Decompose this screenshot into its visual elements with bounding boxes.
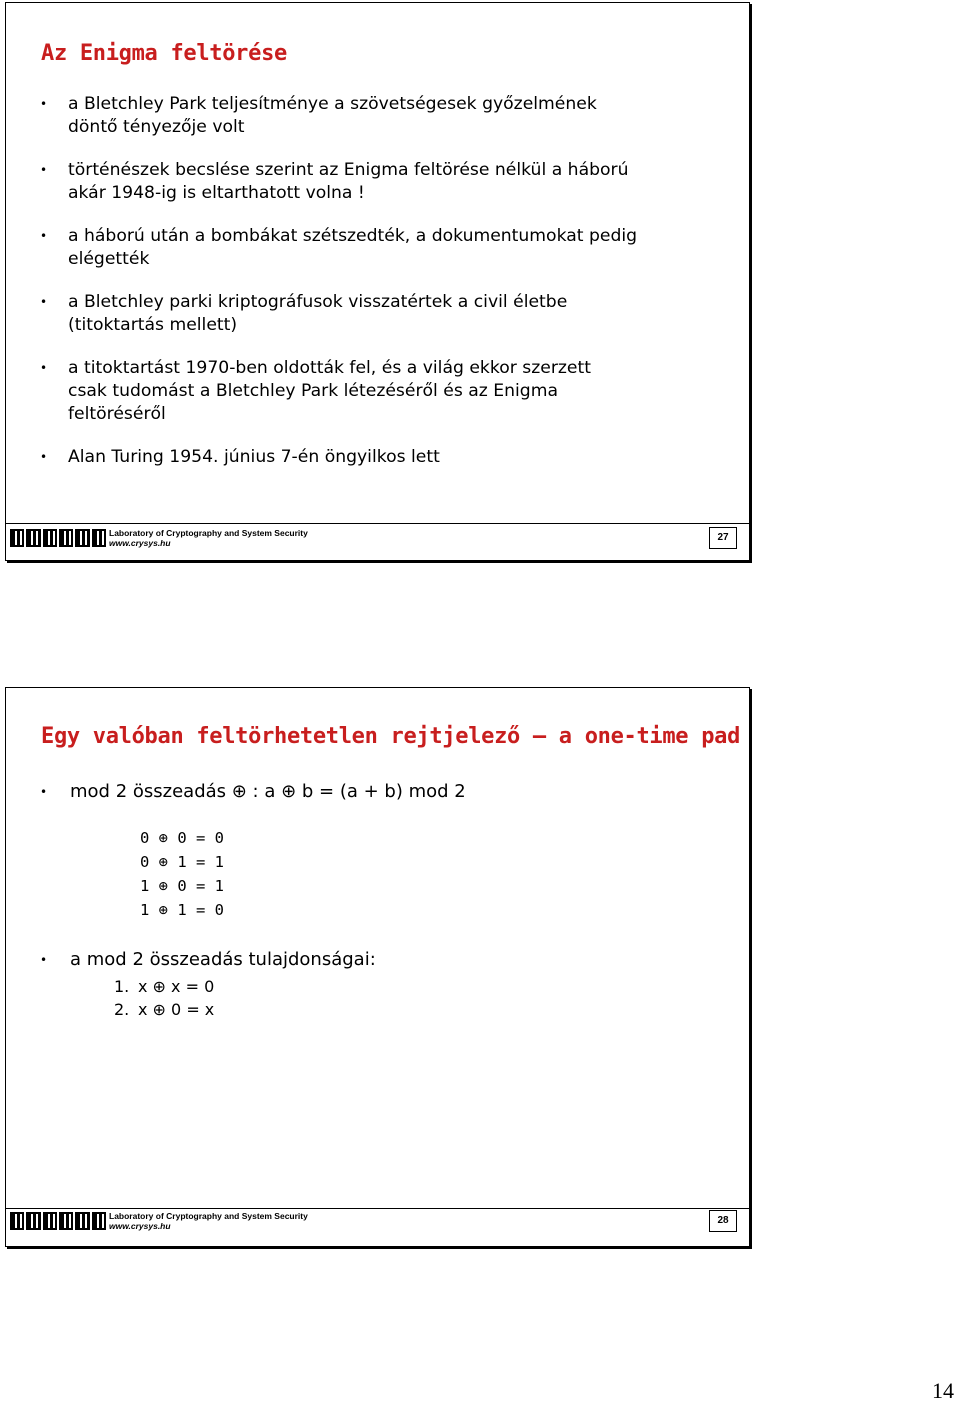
- xor-row: 0 ⊕ 1 = 1: [140, 853, 224, 871]
- footer-url: www.crysys.hu: [109, 1221, 171, 1231]
- list-item: • történészek becslése szerint az Enigma feltörése nélkül a háború akár 1948-ig is eltarthatott volna !: [40, 159, 730, 205]
- slide-title: Az Enigma feltörése: [41, 41, 287, 66]
- list-item: • mod 2 összeadás ⊕ : a ⊕ b = (a + b) mod 2: [40, 780, 466, 804]
- slide-title: Egy valóban feltörhetetlen rejtjelező – a one-time pad: [41, 724, 741, 749]
- list-item: • a titoktartást 1970-ben oldották fel, és a világ ekkor szerzett csak tudomást a Bletchley Park létezéséről és az Enigma feltöréséről: [40, 357, 730, 426]
- list-item: • a Bletchley Park teljesítménye a szövetségesek győzelmének döntő tényezője volt: [40, 93, 730, 139]
- slide-number: 28: [709, 1210, 737, 1232]
- list-item: • a Bletchley parki kriptográfusok visszatértek a civil életbe (titoktartás mellett): [40, 291, 730, 337]
- list-item: • a háború után a bombákat szétszedték, a dokumentumokat pedig elégették: [40, 225, 730, 271]
- slide-number: 27: [709, 527, 737, 549]
- xor-row: 0 ⊕ 0 = 0: [140, 829, 224, 847]
- footer-divider: [6, 523, 749, 524]
- bullet-list: [40, 93, 730, 469]
- slide-28: [5, 687, 750, 1247]
- xor-row: 1 ⊕ 0 = 1: [140, 877, 224, 895]
- xor-row: 1 ⊕ 1 = 0: [140, 901, 224, 919]
- property-item: 1. x ⊕ x = 0: [114, 977, 215, 996]
- footer-lab-text: Laboratory of Cryptography and System Security www.crysys.hu: [109, 528, 308, 548]
- list-item: • a mod 2 összeadás tulajdonságai:: [40, 948, 376, 972]
- footer-divider: [6, 1208, 749, 1209]
- crysys-logo: [10, 1212, 106, 1230]
- xor-table: [140, 826, 224, 922]
- slide-27: [5, 2, 750, 561]
- crysys-logo: [10, 529, 106, 547]
- page-number: 14: [932, 1378, 954, 1403]
- property-item: 2. x ⊕ 0 = x: [114, 1000, 215, 1019]
- footer-lab-text: Laboratory of Cryptography and System Security www.crysys.hu: [109, 1211, 308, 1231]
- properties-list: [114, 975, 214, 1021]
- footer-url: www.crysys.hu: [109, 538, 171, 548]
- list-item: • Alan Turing 1954. június 7-én öngyilkos lett: [40, 446, 730, 469]
